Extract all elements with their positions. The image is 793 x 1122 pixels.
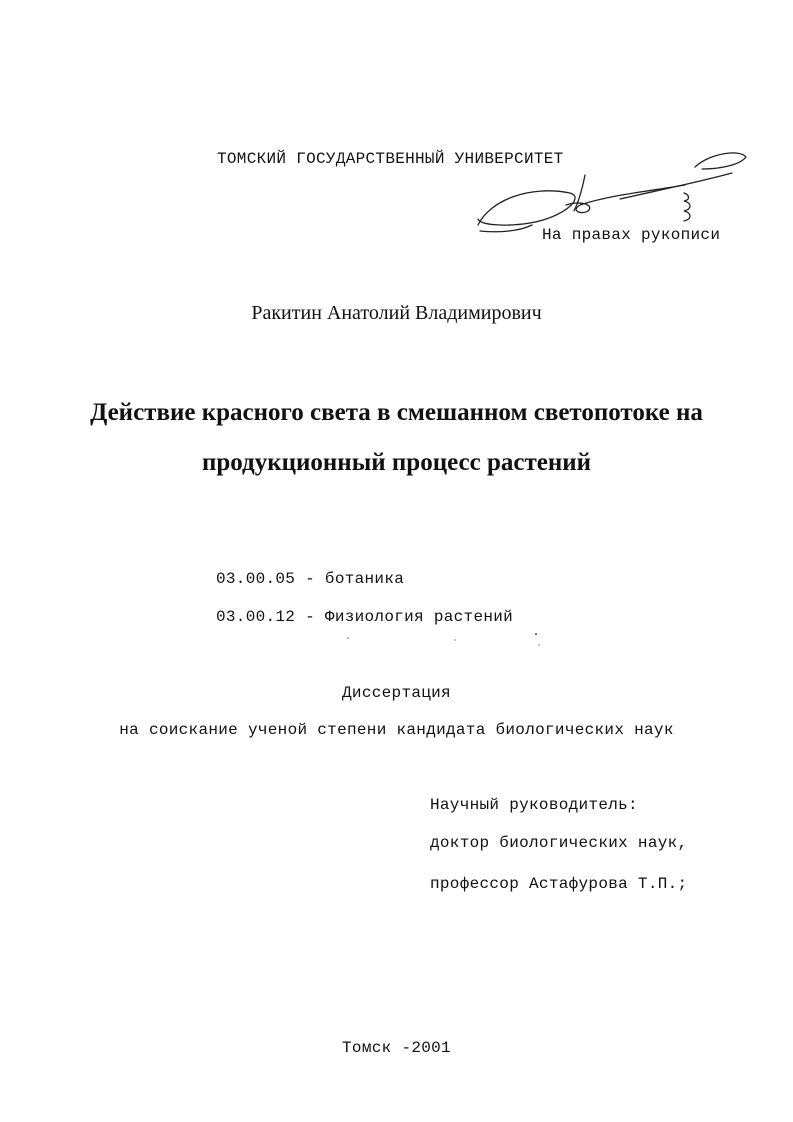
supervisor-label: Научный руководитель: bbox=[430, 796, 638, 814]
author-name: Ракитин Анатолий Владимирович bbox=[251, 302, 542, 324]
city-year: Томск -2001 bbox=[342, 1039, 451, 1057]
dissertation-degree: на соискание ученой степени кандидата биологических наук bbox=[119, 721, 674, 739]
rights-note: На правах рукописи bbox=[542, 226, 721, 244]
specialty-code-botany: 03.00.05 - ботаника bbox=[216, 570, 405, 588]
dissertation-type: Диссертация bbox=[342, 684, 451, 702]
supervisor-name: профессор Астафурова Т.П.; bbox=[430, 875, 688, 893]
university-name: ТОМСКИЙ ГОСУДАРСТВЕННЫЙ УНИВЕРСИТЕТ bbox=[217, 150, 564, 168]
thesis-title-line-1: Действие красного света в смешанном светопотоке на bbox=[90, 399, 703, 426]
thesis-title-line-2: продукционный процесс растений bbox=[201, 449, 592, 476]
supervisor-degree: доктор биологических наук, bbox=[430, 834, 688, 852]
specialty-code-plant-physiology: 03.00.12 - Физиология растений bbox=[216, 608, 514, 626]
scan-specks bbox=[330, 630, 560, 650]
